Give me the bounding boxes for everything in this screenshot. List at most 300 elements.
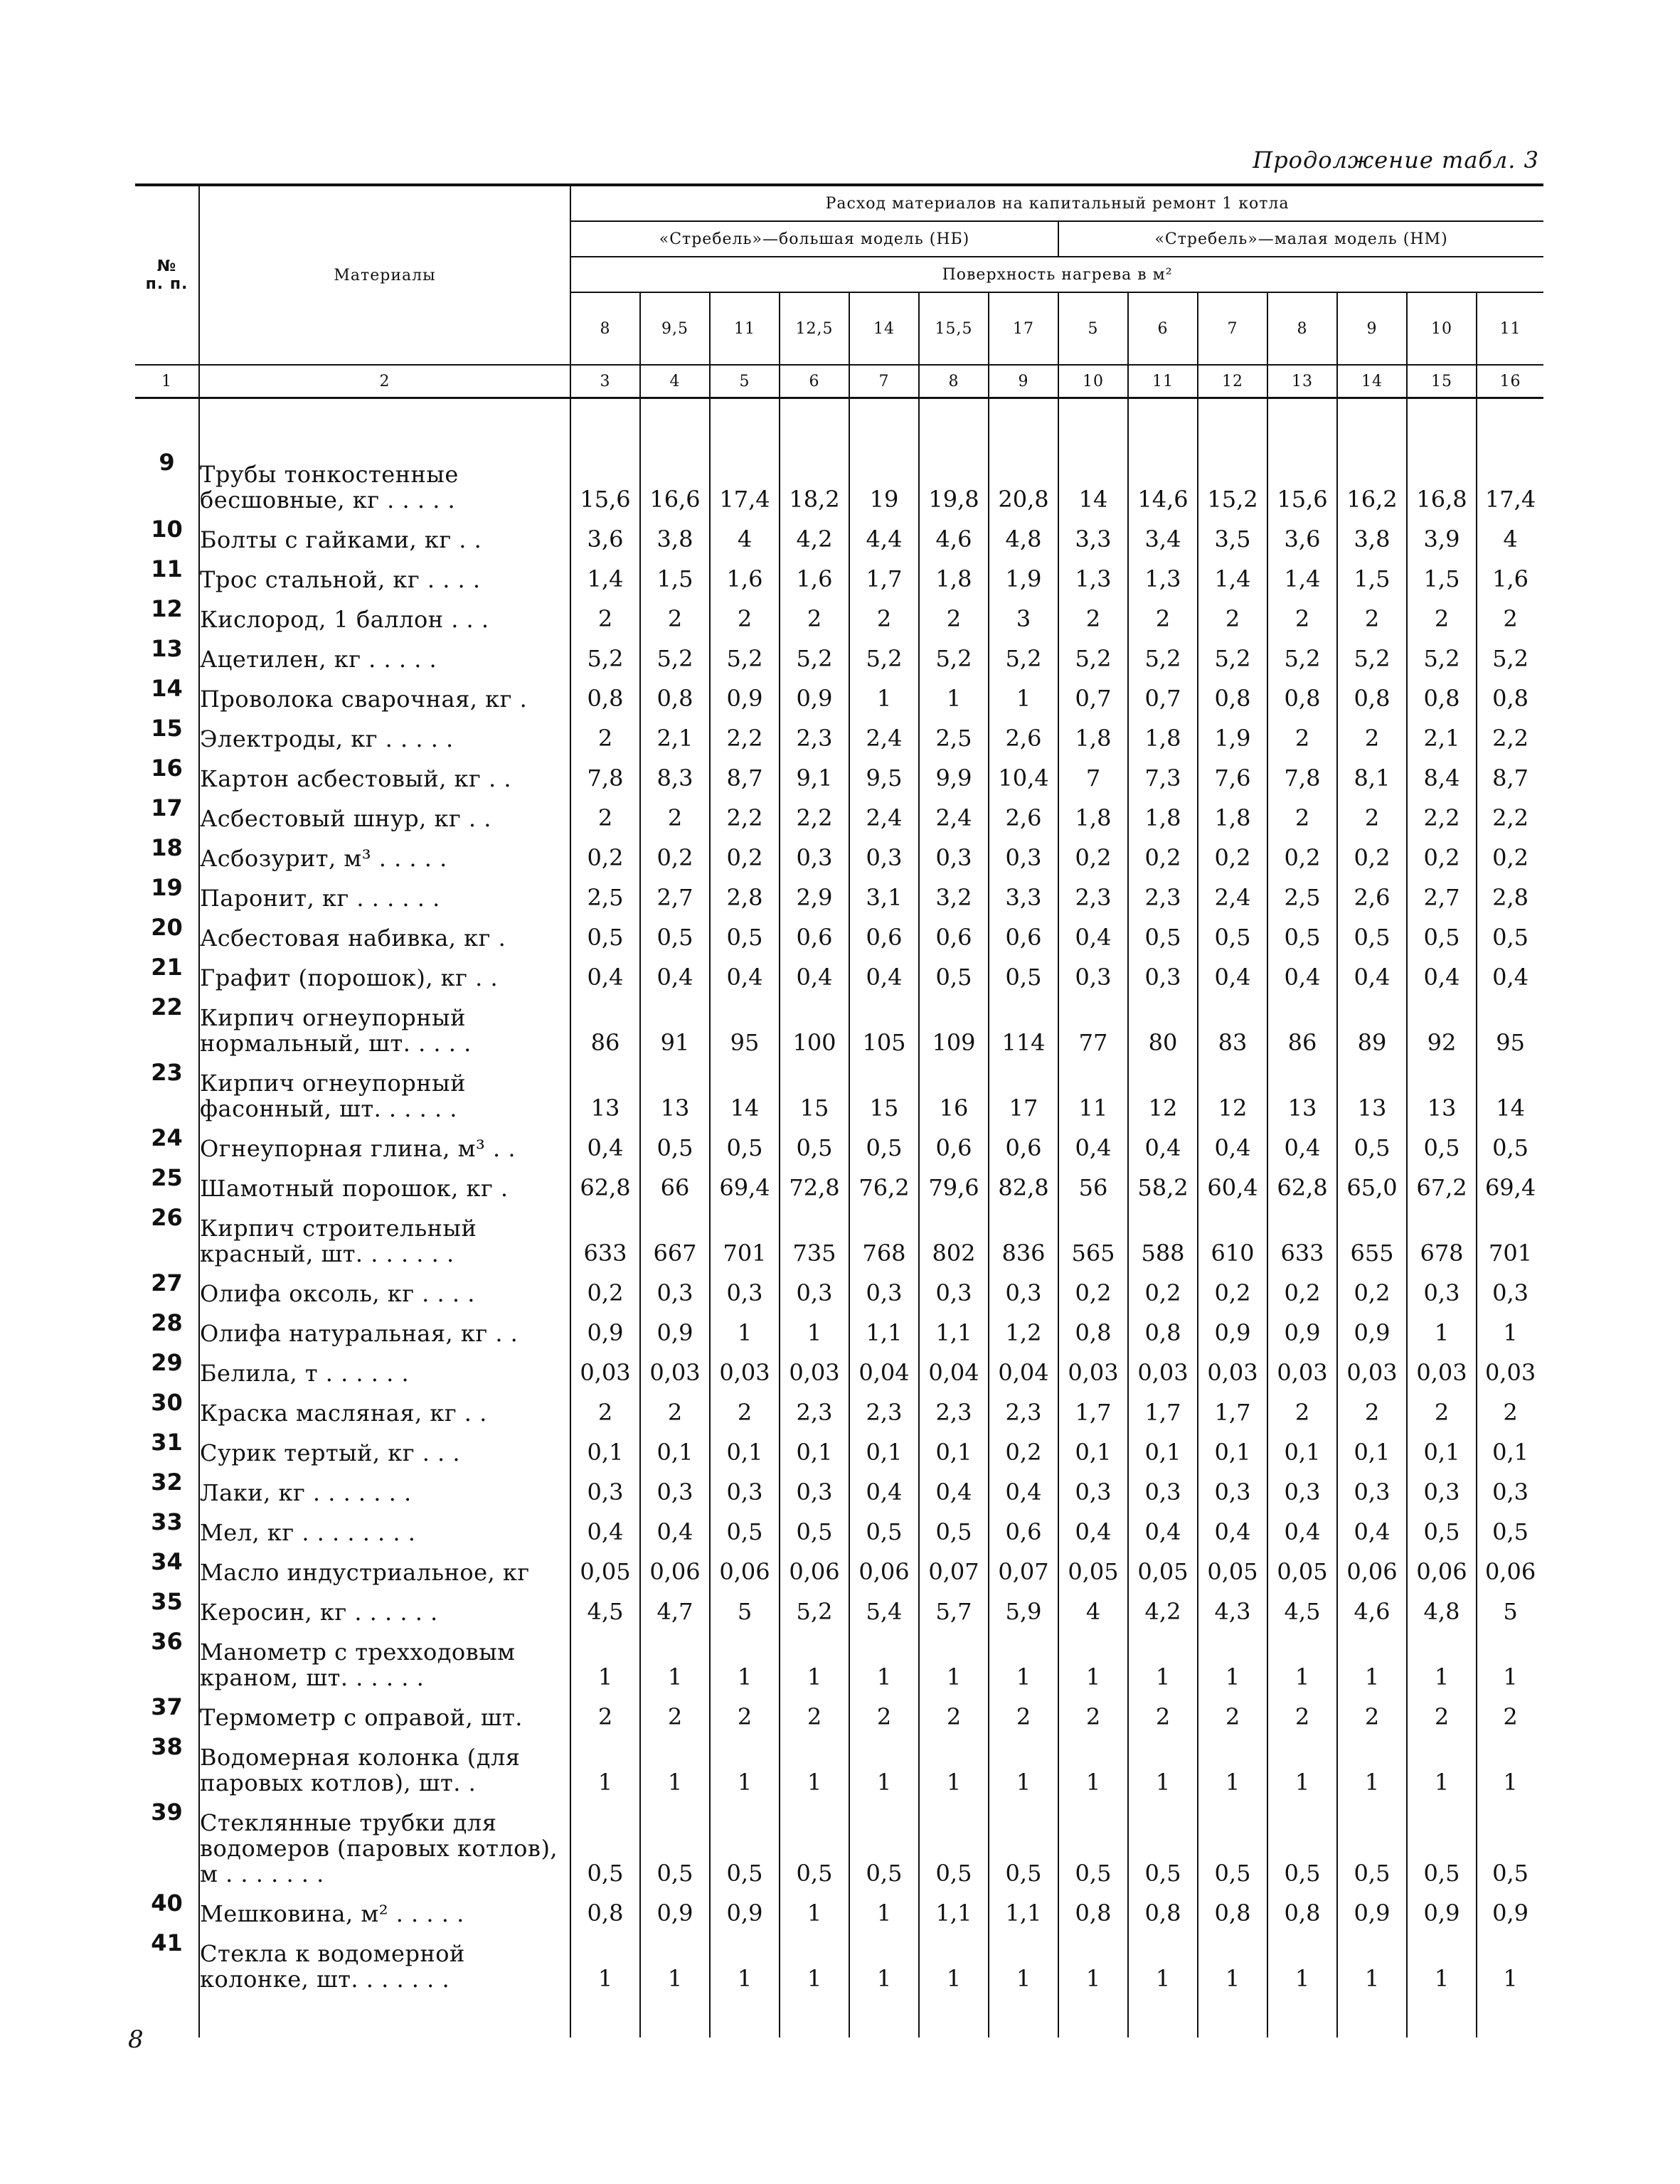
value-cell: 4,6 — [919, 516, 989, 555]
value-cell: 2 — [570, 1389, 640, 1429]
value-cell: 1 — [1198, 1733, 1267, 1799]
value-cell: 1 — [1198, 1628, 1267, 1693]
material-name: Асбестовый шнур, кг . . — [199, 794, 570, 834]
column-index: 6 — [780, 365, 849, 398]
column-index: 15 — [1407, 365, 1477, 398]
table-row — [135, 595, 1543, 635]
value-cell: 2,5 — [570, 874, 640, 914]
value-cell: 2,6 — [989, 715, 1058, 755]
num-label-line2: п. п. — [145, 275, 188, 293]
value-cell: 82,8 — [989, 1164, 1058, 1204]
row-number: 39 — [151, 1799, 183, 1826]
value-cell: 15 — [849, 1059, 919, 1124]
surface-value-header: 6 — [1128, 292, 1198, 365]
value-cell: 1 — [849, 1890, 919, 1929]
row-number: 19 — [151, 874, 183, 901]
value-cell: 0,3 — [1198, 1469, 1267, 1508]
column-index: 3 — [570, 365, 640, 398]
value-cell: 7,6 — [1198, 755, 1267, 794]
value-cell: 2 — [1477, 1693, 1543, 1733]
value-cell: 1 — [1407, 1309, 1477, 1349]
value-cell: 1 — [989, 1733, 1058, 1799]
table-row — [135, 1508, 1543, 1548]
value-cell: 0,8 — [1407, 675, 1477, 715]
value-cell: 2 — [849, 1693, 919, 1733]
value-cell: 1,9 — [1198, 715, 1267, 755]
value-cell: 0,5 — [1407, 1124, 1477, 1164]
value-cell: 2 — [1198, 1693, 1267, 1733]
value-cell: 2 — [570, 715, 640, 755]
value-cell: 1 — [1267, 1628, 1337, 1693]
row-number: 34 — [151, 1548, 183, 1575]
value-cell: 565 — [1058, 1204, 1128, 1269]
row-number: 30 — [151, 1389, 183, 1416]
value-cell: 0,4 — [849, 954, 919, 994]
page-number: 8 — [128, 2025, 144, 2054]
value-cell: 0,8 — [1058, 1309, 1128, 1349]
value-cell: 5,2 — [780, 1588, 849, 1628]
material-name: Проволока сварочная, кг . — [199, 675, 570, 715]
row-number: 21 — [151, 954, 183, 981]
value-cell: 0,1 — [1337, 1429, 1407, 1469]
value-cell: 4,2 — [1128, 1588, 1198, 1628]
value-cell: 2,2 — [780, 794, 849, 834]
value-cell: 0,4 — [1477, 954, 1543, 994]
value-cell: 67,2 — [1407, 1164, 1477, 1204]
column-index: 10 — [1058, 365, 1128, 398]
material-name: Керосин, кг . . . . . . — [199, 1588, 570, 1628]
value-cell: 0,2 — [710, 834, 780, 874]
value-cell: 0,5 — [640, 1124, 710, 1164]
value-cell: 0,07 — [989, 1548, 1058, 1588]
value-cell: 0,5 — [780, 1799, 849, 1890]
table-row — [135, 516, 1543, 555]
value-cell: 0,8 — [640, 675, 710, 715]
value-cell: 20,8 — [989, 449, 1058, 516]
value-cell: 0,1 — [570, 1429, 640, 1469]
value-cell: 0,9 — [640, 1309, 710, 1349]
value-cell: 0,03 — [1337, 1349, 1407, 1389]
value-cell: 768 — [849, 1204, 919, 1269]
value-cell: 2 — [570, 595, 640, 635]
table-row — [135, 449, 1543, 516]
value-cell: 1 — [710, 1929, 780, 1995]
value-cell: 701 — [1477, 1204, 1543, 1269]
value-cell: 2,2 — [1407, 794, 1477, 834]
value-cell: 0,3 — [849, 1269, 919, 1309]
value-cell: 1,6 — [710, 555, 780, 595]
surface-value-header: 9 — [1337, 292, 1407, 365]
material-name: Болты с гайками, кг . . — [199, 516, 570, 555]
value-cell: 0,5 — [919, 1508, 989, 1548]
value-cell: 2 — [1058, 1693, 1128, 1733]
value-cell: 4 — [1477, 516, 1543, 555]
value-cell: 588 — [1128, 1204, 1198, 1269]
value-cell: 5,2 — [710, 635, 780, 675]
value-cell: 0,5 — [1477, 1799, 1543, 1890]
value-cell: 1 — [849, 675, 919, 715]
value-cell: 1 — [1477, 1309, 1543, 1349]
value-cell: 0,1 — [1477, 1429, 1543, 1469]
value-cell: 4,6 — [1337, 1588, 1407, 1628]
value-cell: 1 — [849, 1628, 919, 1693]
value-cell: 2,4 — [849, 715, 919, 755]
value-cell: 0,06 — [1337, 1548, 1407, 1588]
table-row — [135, 1469, 1543, 1508]
value-cell: 0,9 — [710, 675, 780, 715]
value-cell: 0,8 — [1198, 1890, 1267, 1929]
value-cell: 0,07 — [919, 1548, 989, 1588]
value-cell: 0,5 — [1477, 1508, 1543, 1548]
value-cell: 0,1 — [1198, 1429, 1267, 1469]
value-cell: 0,3 — [849, 834, 919, 874]
value-cell: 1,1 — [919, 1890, 989, 1929]
value-cell: 0,2 — [1477, 834, 1543, 874]
row-number: 32 — [151, 1469, 183, 1496]
value-cell: 0,3 — [1058, 954, 1128, 994]
value-cell: 0,5 — [1267, 914, 1337, 954]
row-number: 38 — [151, 1733, 183, 1760]
num-label-line1: № — [156, 257, 177, 275]
value-cell: 0,3 — [570, 1469, 640, 1508]
value-cell: 1,7 — [1198, 1389, 1267, 1429]
table-row — [135, 1929, 1543, 1995]
value-cell: 0,4 — [989, 1469, 1058, 1508]
row-number: 24 — [151, 1124, 183, 1151]
value-cell: 3,6 — [1267, 516, 1337, 555]
value-cell: 13 — [1267, 1059, 1337, 1124]
value-cell: 1 — [1477, 1929, 1543, 1995]
value-cell: 0,5 — [640, 1799, 710, 1890]
material-name: Олифа натуральная, кг . . — [199, 1309, 570, 1349]
value-cell: 0,9 — [1337, 1890, 1407, 1929]
value-cell: 1 — [1337, 1929, 1407, 1995]
value-cell: 1,6 — [780, 555, 849, 595]
value-cell: 0,4 — [1407, 954, 1477, 994]
value-cell: 4,2 — [780, 516, 849, 555]
value-cell: 0,3 — [780, 1269, 849, 1309]
value-cell: 0,4 — [640, 1508, 710, 1548]
surface-value-header: 17 — [989, 292, 1058, 365]
value-cell: 100 — [780, 994, 849, 1059]
table-row — [135, 1309, 1543, 1349]
value-cell: 1 — [780, 1309, 849, 1349]
value-cell: 86 — [1267, 994, 1337, 1059]
row-number: 13 — [151, 635, 183, 662]
value-cell: 0,1 — [780, 1429, 849, 1469]
value-cell: 0,2 — [1058, 834, 1128, 874]
row-number: 28 — [151, 1309, 183, 1336]
row-number: 15 — [151, 715, 183, 742]
value-cell: 0,5 — [640, 914, 710, 954]
table-row — [135, 1389, 1543, 1429]
material-name: Белила, т . . . . . . — [199, 1349, 570, 1389]
value-cell: 0,9 — [1267, 1309, 1337, 1349]
value-cell: 0,6 — [919, 914, 989, 954]
value-cell: 4,3 — [1198, 1588, 1267, 1628]
value-cell: 0,03 — [1058, 1349, 1128, 1389]
value-cell: 1 — [1058, 1929, 1128, 1995]
value-cell: 0,5 — [1477, 1124, 1543, 1164]
table-row — [135, 794, 1543, 834]
value-cell: 0,5 — [849, 1799, 919, 1890]
value-cell: 0,2 — [1058, 1269, 1128, 1309]
value-cell: 678 — [1407, 1204, 1477, 1269]
value-cell: 2,4 — [1198, 874, 1267, 914]
value-cell: 5,2 — [1198, 635, 1267, 675]
value-cell: 79,6 — [919, 1164, 989, 1204]
value-cell: 0,8 — [570, 1890, 640, 1929]
value-cell: 1 — [780, 1890, 849, 1929]
surface-value-header: 14 — [849, 292, 919, 365]
value-cell: 2 — [1267, 794, 1337, 834]
value-cell: 0,05 — [1058, 1548, 1128, 1588]
consumption-header: Расход материалов на капитальный ремонт 1 котла — [570, 185, 1543, 221]
value-cell: 2 — [919, 595, 989, 635]
row-number: 36 — [151, 1628, 183, 1655]
value-cell: 0,4 — [1337, 954, 1407, 994]
value-cell: 1,4 — [1198, 555, 1267, 595]
value-cell: 4,7 — [640, 1588, 710, 1628]
value-cell: 8,4 — [1407, 755, 1477, 794]
value-cell: 1,8 — [1058, 794, 1128, 834]
value-cell: 1 — [1198, 1929, 1267, 1995]
value-cell: 0,3 — [1337, 1469, 1407, 1508]
value-cell: 1,4 — [570, 555, 640, 595]
value-cell: 0,03 — [1198, 1349, 1267, 1389]
value-cell: 0,8 — [570, 675, 640, 715]
value-cell: 0,5 — [1337, 1799, 1407, 1890]
value-cell: 0,3 — [1477, 1469, 1543, 1508]
value-cell: 1 — [919, 1628, 989, 1693]
value-cell: 0,4 — [1058, 1124, 1128, 1164]
material-name: Электроды, кг . . . . . — [199, 715, 570, 755]
material-name: Графит (порошок), кг . . — [199, 954, 570, 994]
value-cell: 0,9 — [1337, 1309, 1407, 1349]
value-cell: 15,2 — [1198, 449, 1267, 516]
value-cell: 3,9 — [1407, 516, 1477, 555]
value-cell: 0,6 — [780, 914, 849, 954]
value-cell: 0,4 — [1198, 954, 1267, 994]
material-name: Мел, кг . . . . . . . . — [199, 1508, 570, 1548]
row-number: 35 — [151, 1588, 183, 1615]
value-cell: 5,2 — [1407, 635, 1477, 675]
value-cell: 2,2 — [710, 715, 780, 755]
table-row — [135, 1628, 1543, 1693]
value-cell: 0,4 — [710, 954, 780, 994]
row-number: 12 — [151, 595, 183, 622]
value-cell: 0,2 — [1198, 1269, 1267, 1309]
value-cell: 2 — [1267, 1389, 1337, 1429]
value-cell: 1 — [710, 1309, 780, 1349]
row-number: 9 — [159, 449, 175, 476]
value-cell: 2 — [570, 1693, 640, 1733]
value-cell: 15,6 — [570, 449, 640, 516]
surface-value-header: 11 — [710, 292, 780, 365]
value-cell: 0,9 — [1198, 1309, 1267, 1349]
table-row — [135, 1548, 1543, 1588]
row-number: 29 — [151, 1349, 183, 1376]
value-cell: 3,1 — [849, 874, 919, 914]
row-number: 17 — [151, 794, 183, 821]
value-cell: 3,4 — [1128, 516, 1198, 555]
value-cell: 1 — [849, 1733, 919, 1799]
value-cell: 2 — [710, 595, 780, 635]
value-cell: 1 — [570, 1733, 640, 1799]
value-cell: 0,4 — [1198, 1124, 1267, 1164]
value-cell: 18,2 — [780, 449, 849, 516]
value-cell: 1,5 — [1407, 555, 1477, 595]
value-cell: 1,8 — [1128, 794, 1198, 834]
value-cell: 95 — [1477, 994, 1543, 1059]
value-cell: 7,3 — [1128, 755, 1198, 794]
table-row — [135, 635, 1543, 675]
value-cell: 3,2 — [919, 874, 989, 914]
value-cell: 10,4 — [989, 755, 1058, 794]
value-cell: 0,2 — [1128, 834, 1198, 874]
value-cell: 1,5 — [640, 555, 710, 595]
value-cell: 5,2 — [780, 635, 849, 675]
value-cell: 1 — [1128, 1733, 1198, 1799]
value-cell: 0,04 — [989, 1349, 1058, 1389]
value-cell: 0,5 — [1128, 914, 1198, 954]
value-cell: 4,8 — [1407, 1588, 1477, 1628]
value-cell: 4,5 — [570, 1588, 640, 1628]
value-cell: 0,4 — [1128, 1508, 1198, 1548]
table-row — [135, 954, 1543, 994]
row-number: 16 — [151, 755, 183, 782]
value-cell: 1,7 — [1128, 1389, 1198, 1429]
value-cell: 0,5 — [989, 1799, 1058, 1890]
value-cell: 17 — [989, 1059, 1058, 1124]
value-cell: 105 — [849, 994, 919, 1059]
value-cell: 633 — [1267, 1204, 1337, 1269]
table-row — [135, 1269, 1543, 1309]
value-cell: 2 — [1128, 595, 1198, 635]
value-cell: 0,5 — [780, 1508, 849, 1548]
value-cell: 0,5 — [919, 954, 989, 994]
value-cell: 0,05 — [1198, 1548, 1267, 1588]
value-cell: 76,2 — [849, 1164, 919, 1204]
value-cell: 0,3 — [1477, 1269, 1543, 1309]
value-cell: 16 — [919, 1059, 989, 1124]
table-row — [135, 1349, 1543, 1389]
surface-value-header: 8 — [1267, 292, 1337, 365]
value-cell: 1 — [570, 1929, 640, 1995]
column-index: 1 — [135, 365, 199, 398]
row-number: 37 — [151, 1693, 183, 1720]
value-cell: 0,2 — [1407, 834, 1477, 874]
value-cell: 2 — [849, 595, 919, 635]
table-row — [135, 1799, 1543, 1890]
material-name: Трос стальной, кг . . . . — [199, 555, 570, 595]
value-cell: 5,2 — [640, 635, 710, 675]
value-cell: 1 — [919, 1733, 989, 1799]
value-cell: 0,3 — [1267, 1469, 1337, 1508]
value-cell: 1 — [710, 1733, 780, 1799]
value-cell: 1,1 — [989, 1890, 1058, 1929]
value-cell: 1,4 — [1267, 555, 1337, 595]
value-cell: 0,4 — [570, 1124, 640, 1164]
value-cell: 69,4 — [1477, 1164, 1543, 1204]
value-cell: 11 — [1058, 1059, 1128, 1124]
value-cell: 77 — [1058, 994, 1128, 1059]
table-row — [135, 755, 1543, 794]
value-cell: 0,9 — [780, 675, 849, 715]
value-cell: 13 — [1337, 1059, 1407, 1124]
value-cell: 1 — [1267, 1733, 1337, 1799]
value-cell: 0,5 — [919, 1799, 989, 1890]
value-cell: 56 — [1058, 1164, 1128, 1204]
value-cell: 0,1 — [1128, 1429, 1198, 1469]
value-cell: 0,4 — [1198, 1508, 1267, 1548]
value-cell: 2 — [1407, 1389, 1477, 1429]
value-cell: 0,8 — [1267, 1890, 1337, 1929]
value-cell: 1,8 — [1198, 794, 1267, 834]
model-big-header: «Стребель»—большая модель (НБ) — [570, 221, 1058, 257]
value-cell: 1 — [640, 1733, 710, 1799]
value-cell: 2 — [919, 1693, 989, 1733]
value-cell: 0,9 — [710, 1890, 780, 1929]
value-cell: 0,4 — [570, 954, 640, 994]
value-cell: 0,5 — [570, 1799, 640, 1890]
value-cell: 735 — [780, 1204, 849, 1269]
table-row — [135, 874, 1543, 914]
material-name: Лаки, кг . . . . . . . — [199, 1469, 570, 1508]
value-cell: 2 — [1128, 1693, 1198, 1733]
value-cell: 0,5 — [1337, 1124, 1407, 1164]
value-cell: 1 — [640, 1628, 710, 1693]
surface-value-header: 9,5 — [640, 292, 710, 365]
value-cell: 2 — [1407, 595, 1477, 635]
value-cell: 0,2 — [1337, 1269, 1407, 1309]
surface-value-header: 5 — [1058, 292, 1128, 365]
value-cell: 2,6 — [989, 794, 1058, 834]
material-name: Кирпич огнеупорный нормальный, шт. . . . . — [199, 994, 570, 1059]
value-cell: 0,8 — [1058, 1890, 1128, 1929]
value-cell: 0,03 — [1128, 1349, 1198, 1389]
material-name: Асбестовая набивка, кг . — [199, 914, 570, 954]
value-cell: 9,1 — [780, 755, 849, 794]
value-cell: 16,2 — [1337, 449, 1407, 516]
value-cell: 1 — [1337, 1628, 1407, 1693]
material-name: Шамотный порошок, кг . — [199, 1164, 570, 1204]
value-cell: 2 — [640, 1389, 710, 1429]
value-cell: 5,2 — [1128, 635, 1198, 675]
value-cell: 0,9 — [640, 1890, 710, 1929]
value-cell: 17,4 — [710, 449, 780, 516]
value-cell: 0,1 — [919, 1429, 989, 1469]
value-cell: 0,04 — [919, 1349, 989, 1389]
value-cell: 1 — [780, 1733, 849, 1799]
surface-header: Поверхность нагрева в м² — [570, 257, 1543, 292]
material-name: Олифа оксоль, кг . . . . — [199, 1269, 570, 1309]
value-cell: 2,2 — [1477, 794, 1543, 834]
value-cell: 5,2 — [570, 635, 640, 675]
value-cell: 0,2 — [989, 1429, 1058, 1469]
value-cell: 0,05 — [570, 1548, 640, 1588]
value-cell: 95 — [710, 994, 780, 1059]
value-cell: 2 — [989, 1693, 1058, 1733]
value-cell: 12 — [1128, 1059, 1198, 1124]
value-cell: 0,4 — [849, 1469, 919, 1508]
value-cell: 0,2 — [1267, 1269, 1337, 1309]
value-cell: 2 — [1267, 595, 1337, 635]
value-cell: 8,3 — [640, 755, 710, 794]
value-cell: 114 — [989, 994, 1058, 1059]
value-cell: 2,7 — [640, 874, 710, 914]
value-cell: 1,9 — [989, 555, 1058, 595]
